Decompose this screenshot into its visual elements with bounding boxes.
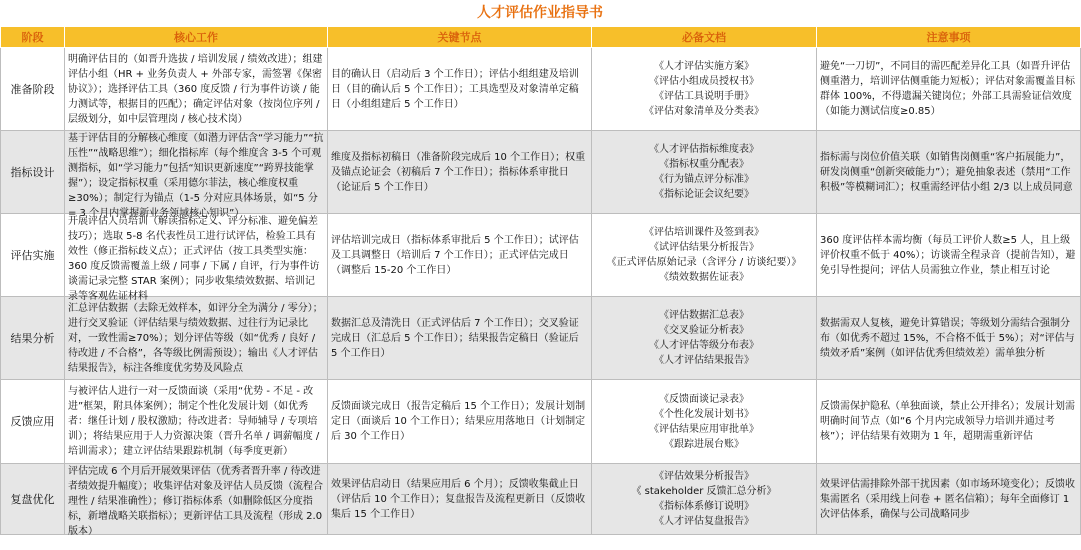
key-nodes-cell — [328, 131, 592, 214]
table-row — [1, 380, 1081, 464]
core-work-cell — [65, 48, 328, 131]
required-docs-cell — [592, 48, 817, 131]
core-work-cell — [65, 297, 328, 380]
doc-item: 《评估对象清单及分类表》 — [644, 106, 764, 117]
doc-item: 《个性化发展计划书》 — [654, 408, 754, 420]
stage-label: 评估实施 — [10, 248, 55, 262]
notes-cell — [817, 464, 1081, 535]
core-work-cell — [65, 464, 328, 535]
doc-item: 《行为锚点评分标准》 — [654, 174, 754, 185]
doc-item: 《试评估结果分析报告》 — [649, 242, 759, 253]
notes-cell — [817, 297, 1081, 380]
header-notes: 注意事项 — [817, 27, 1081, 48]
core-work-text: 基于评估目的分解核心维度（如潜力评估含“学习能力”“抗压性”“战略思维”）；细化指标库（每个维度含 3-5 个可观测指标，如“学习能力”包括“知识更新速度”“跨界技能掌握”）；设定指标权重（采用德尔菲法，核心维度权重≥30%）；制定行为锚点（1-5 分对应具体场景，如“5 分 = 3 个月内掌握新业务领域核心知识”） — [68, 133, 324, 219]
stage-label: 反馈应用 — [10, 415, 55, 428]
doc-item: 《评估数据汇总表》 — [659, 310, 749, 321]
key-nodes-cell — [328, 297, 592, 380]
key-nodes-cell — [328, 214, 592, 297]
notes-cell — [817, 214, 1081, 297]
doc-item: 《 stakeholder 反馈汇总分析》 — [631, 486, 777, 497]
doc-item: 《反馈面谈记录表》 — [659, 393, 749, 405]
required-docs-cell — [592, 214, 817, 297]
doc-item: 《人才评估复盘报告》 — [654, 516, 754, 527]
doc-item: 《评估培训课件及签到表》 — [644, 227, 764, 238]
core-work-text: 汇总评估数据（去除无效样本，如评分全为满分 / 零分）；进行交叉验证（评估结果与绩效数据、过往行为记录比对，一致性需≥70%）；划分评估等级（如“优秀 / 良好 / 待改进 / 不合格”，各等级比例需预设）；输出《人才评估结果报告》，标注各维度优劣势及风险点 — [68, 302, 323, 374]
notes-cell — [817, 48, 1081, 131]
notes-text: 反馈需保护隐私（单独面谈，禁止公开排名）；发展计划需明确时间节点（如“6 个月内完成领导力培训并通过考核”）；评估结果有效期为 1 年，超期需重新评估 — [820, 401, 1075, 442]
key-nodes-text: 维度及指标初稿日（准备阶段完成后 10 个工作日）；权重及锚点论证会（初稿后 7 个工作日）；指标体系审批日（论证后 5 个工作日） — [331, 151, 586, 193]
doc-item: 《绩效数据佐证表》 — [659, 272, 749, 283]
doc-item: 《人才评估等级分布表》 — [649, 340, 759, 351]
doc-item: 《评估小组成员授权书》 — [649, 76, 759, 87]
key-nodes-cell — [328, 464, 592, 535]
stage-cell — [1, 380, 65, 464]
table-row — [1, 297, 1081, 380]
document-title: 人才评估作业指导书 — [477, 5, 603, 21]
doc-item: 《评估结果应用审批单》 — [649, 423, 759, 435]
key-nodes-cell — [328, 48, 592, 131]
core-work-cell — [65, 131, 328, 219]
core-work-cell — [65, 214, 328, 302]
doc-item: 《跟踪进展台账》 — [664, 438, 744, 450]
doc-item: 《正式评估原始记录（含评分 / 访谈纪要）》 — [606, 257, 802, 268]
doc-item: 《指标权重分配表》 — [659, 159, 749, 170]
key-nodes-text: 效果评估启动日（结果应用后 6 个月）；反馈收集截止日（评估后 10 个工作日）；复盘报告及流程更新日（反馈收集后 15 个工作日） — [331, 478, 586, 520]
doc-item: 《指标体系修订说明》 — [654, 501, 754, 512]
core-work-cell — [65, 380, 328, 464]
stage-cell — [1, 131, 65, 214]
stage-cell — [1, 214, 65, 297]
table-row — [1, 48, 1081, 131]
notes-text: 指标需与岗位价值关联（如销售岗侧重“客户拓展能力”，研发岗侧重“创新突破能力”）；避免抽象表述（禁用“工作积极”等模糊词汇）；权重需经评估小组 2/3 以上成员同意 — [820, 151, 1073, 193]
header-core-work: 核心工作 — [65, 27, 328, 48]
doc-item: 《指标论证会议纪要》 — [654, 189, 754, 200]
notes-cell — [817, 131, 1081, 214]
header-stage: 阶段 — [1, 27, 65, 48]
stage-cell — [1, 297, 65, 380]
key-nodes-text: 数据汇总及清洗日（正式评估后 7 个工作日）；交叉验证完成日（汇总后 5 个工作日）；结果报告定稿日（验证后 5 个工作日） — [331, 317, 579, 359]
table-row — [1, 214, 1081, 297]
key-nodes-text: 目的确认日（启动后 3 个工作日）；评估小组组建及培训日（目的确认后 5 个工作日）；工具选型及对象清单定稿日（小组组建后 5 个工作日） — [331, 68, 579, 110]
required-docs-cell — [592, 131, 817, 214]
core-work-text: 明确评估目的（如晋升选拔 / 培训发展 / 绩效改进）；组建评估小组（HR + 业务负责人 + 外部专家，需签署《保密协议》）；选择评估工具（360 度反馈 / 行为事件访谈 / 能力测试等，根据目的匹配）；确定评估对象（按岗位序列 / 层级划分，如中层管理岗 / 核心技术岗） — [68, 53, 323, 125]
stage-label: 复盘优化 — [10, 492, 55, 506]
stage-label: 准备阶段 — [10, 82, 55, 96]
doc-item: 《人才评估指标维度表》 — [649, 144, 759, 155]
required-docs-cell — [592, 380, 817, 464]
stage-label: 结果分析 — [10, 331, 55, 345]
doc-item: 《评估工具说明手册》 — [654, 91, 754, 102]
key-nodes-text: 反馈面谈完成日（报告定稿后 15 个工作日）；发展计划制定日（面谈后 10 个工作日）；结果应用落地日（计划制定后 30 个工作日） — [331, 401, 586, 442]
doc-item: 《人才评估结果报告》 — [654, 355, 754, 366]
key-nodes-text: 评估培训完成日（指标体系审批后 5 个工作日）；试评估及工具调整日（培训后 7 个工作日）；正式评估完成日（调整后 15-20 个工作日） — [331, 234, 579, 276]
doc-item: 《人才评估实施方案》 — [654, 61, 754, 72]
core-work-text: 开展评估人员培训（解读指标定义、评分标准、避免偏差技巧）；选取 5-8 名代表性员工进行试评估，检验工具有效性（修正指标歧义点）；正式评估（按工具类型实施：360 度反馈需覆盖上级 / 同事 / 下属 / 自评，行为事件访谈需记录完整 STAR 案例）；同步收集绩效数据、培训记录等客观佐证材料 — [68, 216, 320, 302]
notes-text: 数据需双人复核，避免计算错误；等级划分需结合强制分布（如优秀不超过 15%，不合格不低于 5%）；对“评估与绩效矛盾”案例（如评估优秀但绩效差）需单独分析 — [820, 317, 1075, 359]
stage-cell — [1, 464, 65, 535]
doc-item: 《交叉验证分析表》 — [659, 325, 749, 336]
notes-text: 避免“一刀切”，不同目的需匹配差异化工具（如晋升评估侧重潜力，培训评估侧重能力短板）；评估对象需覆盖目标群体 100%，不得遗漏关键岗位；外部工具需验证信效度（如能力测试信度≥0.85） — [820, 61, 1075, 117]
required-docs-cell — [592, 297, 817, 380]
notes-text: 效果评估需排除外部干扰因素（如市场环境变化）；反馈收集需匿名（采用线上问卷 + 匿名信箱）；每年全面修订 1 次评估体系，确保与公司战略同步 — [820, 478, 1075, 520]
required-docs-cell — [592, 464, 817, 535]
core-work-text: 与被评估人进行一对一反馈面谈（采用“优势 - 不足 - 改进”框架，附具体案例）；制定个性化发展计划（如优秀者：继任计划 / 股权激励；待改进者：导师辅导 / 专项培训）；将结果应用于人力资源决策（晋升名单 / 调薪幅度 / 培训需求）；建立评估结果跟踪机制（每季度更新） — [68, 386, 320, 457]
key-nodes-cell — [328, 380, 592, 464]
notes-cell — [817, 380, 1081, 464]
header-row — [1, 27, 1081, 48]
notes-text: 360 度评估样本需均衡（每员工评价人数≥5 人，且上级评价权重不低于 40%）；访谈需全程录音（提前告知），避免引导性提问；评估人员需独立作业，禁止相互讨论 — [820, 234, 1076, 276]
table-row — [1, 131, 1081, 214]
core-work-text: 评估完成 6 个月后开展效果评估（优秀者晋升率 / 待改进者绩效提升幅度）；收集评估对象及评估人员反馈（流程合理性 / 结果准确性）；修订指标体系（如删除低区分度指标，新增战略关联指标）；更新评估工具及流程（形成 2.0 版本） — [68, 466, 323, 537]
table-row — [1, 464, 1081, 535]
header-key-nodes: 关键节点 — [328, 27, 592, 48]
stage-label: 指标设计 — [10, 165, 55, 179]
guide-table — [0, 26, 1081, 535]
header-required-docs: 必备文档 — [592, 27, 817, 48]
doc-item: 《评估效果分析报告》 — [654, 471, 754, 482]
stage-cell — [1, 48, 65, 131]
